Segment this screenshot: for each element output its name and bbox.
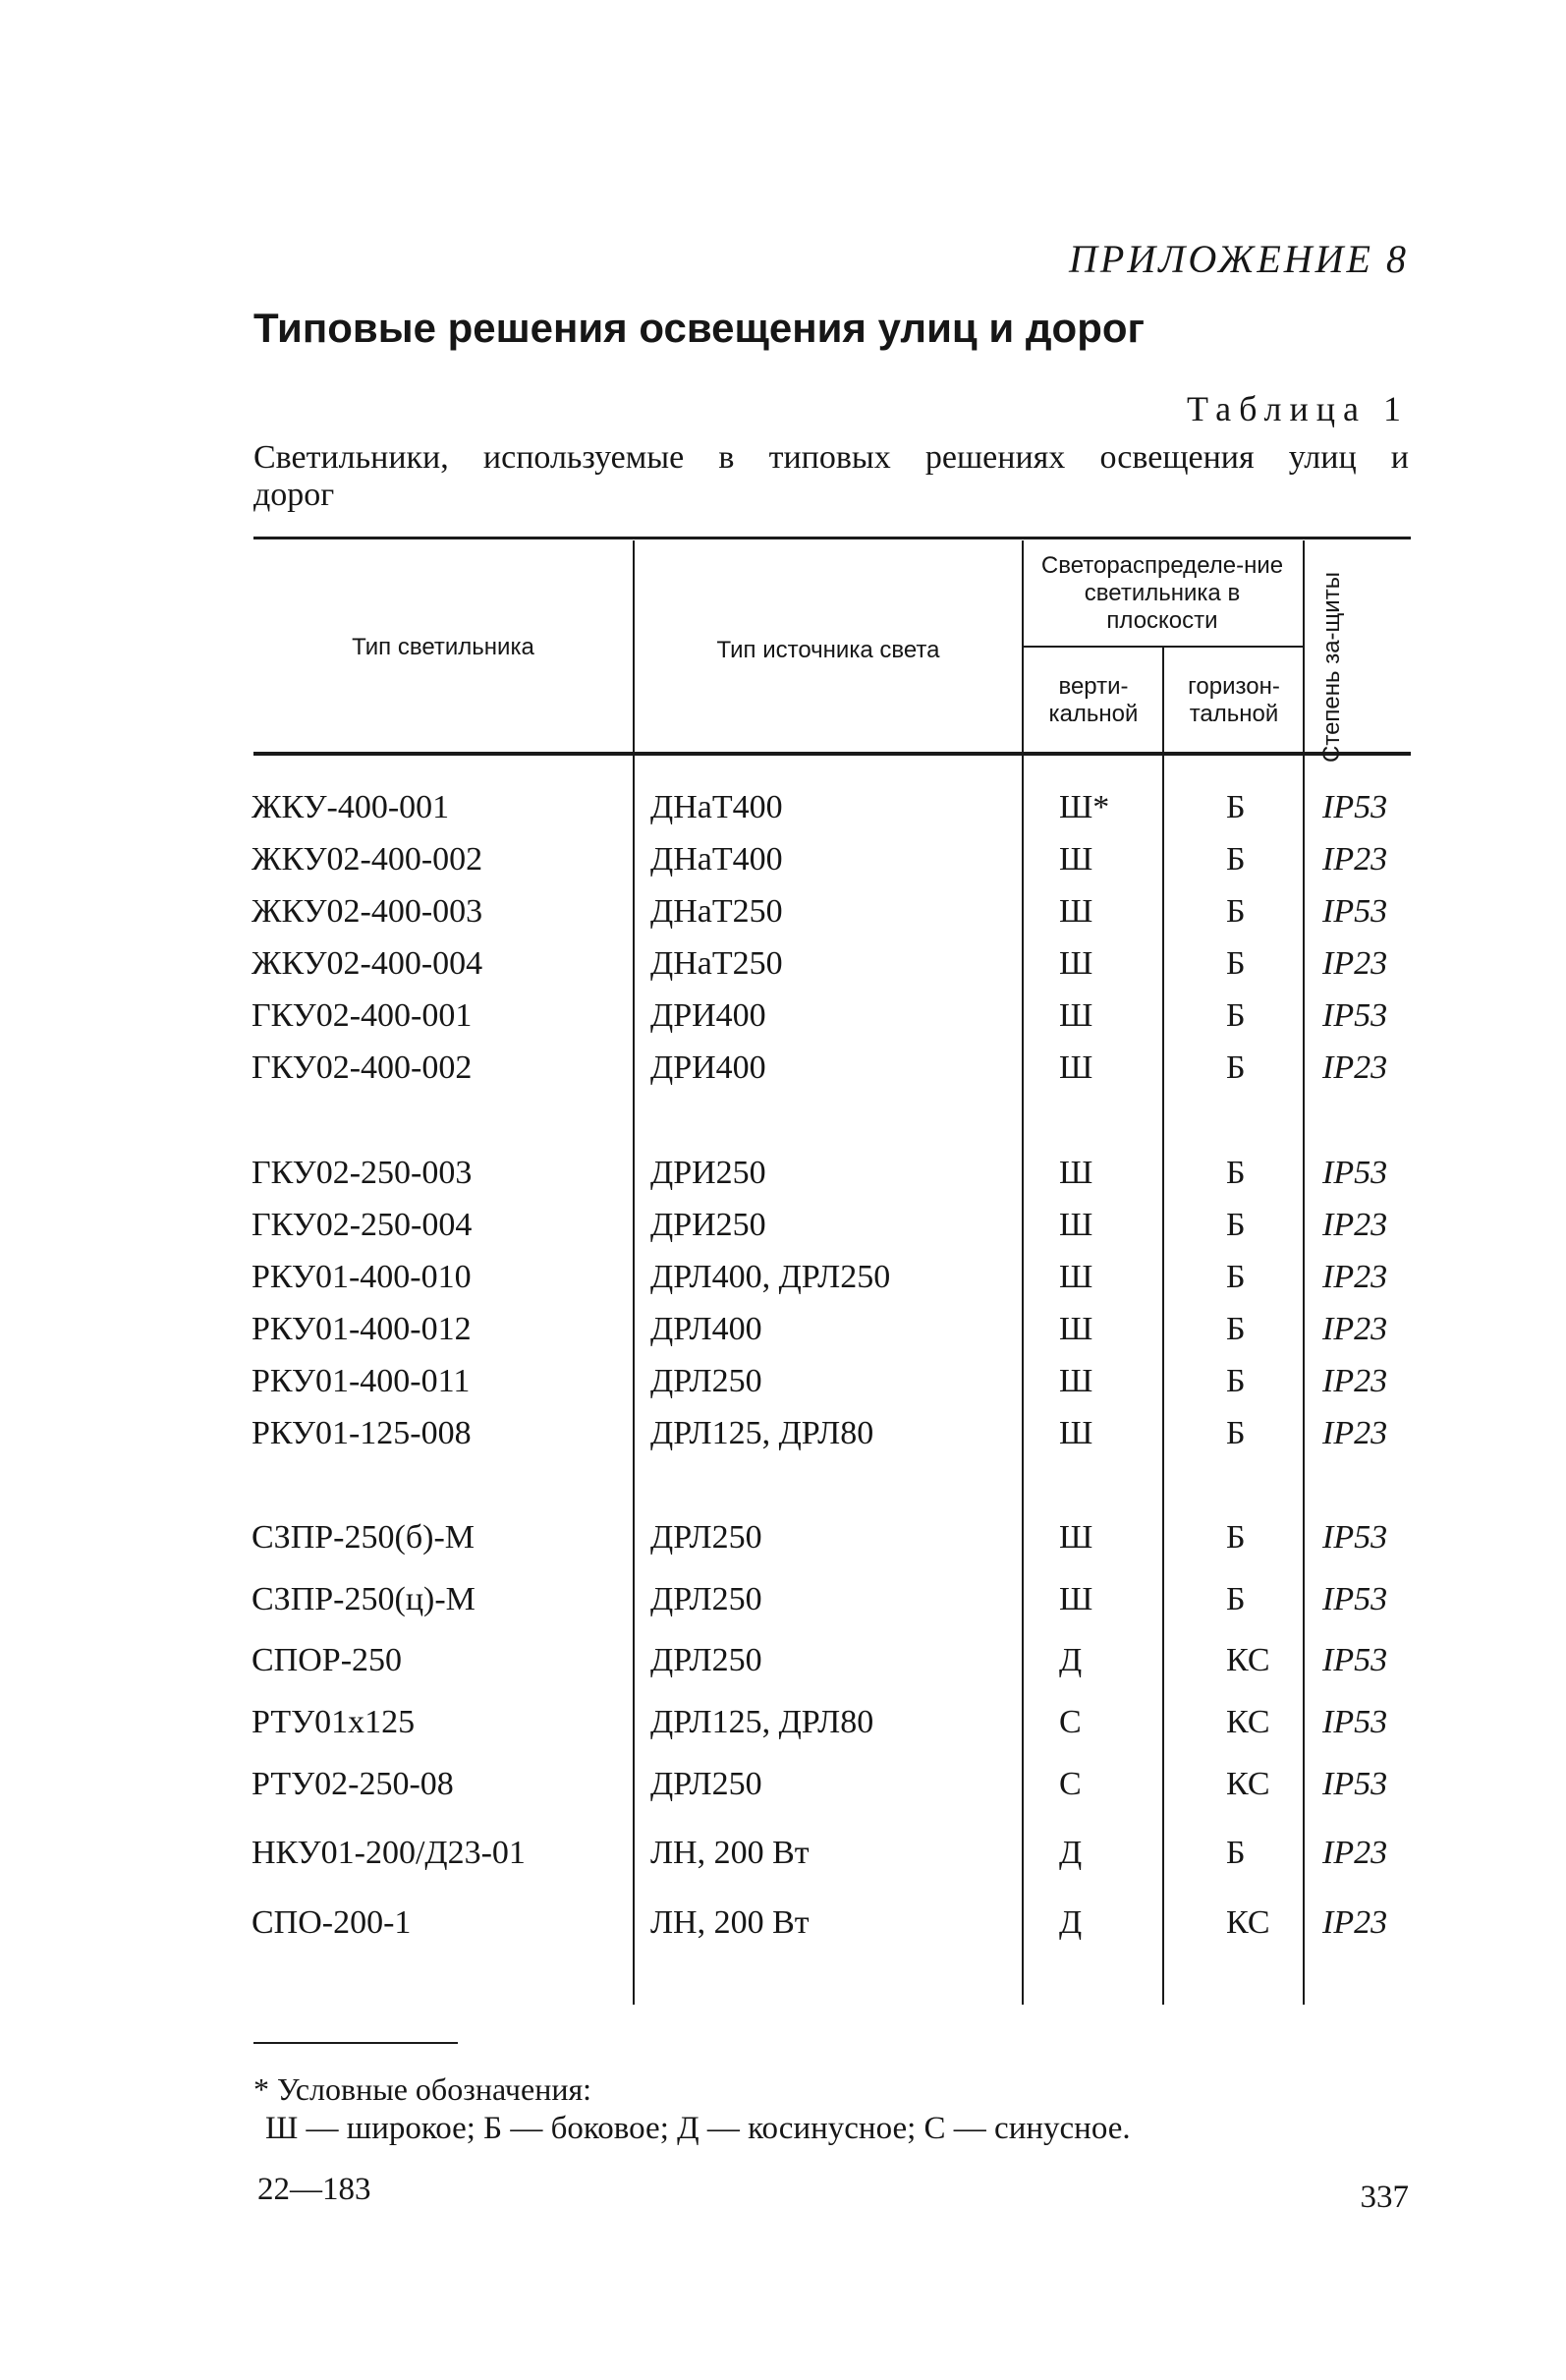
cell-source-type: ДРИ400 (650, 997, 766, 1034)
cell-horizontal-distribution: Б (1226, 1519, 1246, 1556)
cell-vertical-distribution: Д (1059, 1904, 1083, 1941)
cell-vertical-distribution: Д (1059, 1835, 1083, 1871)
table-top-rule (253, 537, 1411, 539)
cell-vertical-distribution: Ш (1059, 841, 1093, 878)
cell-vertical-distribution: Ш (1059, 1155, 1093, 1191)
footnote-rule (253, 2042, 458, 2044)
cell-protection-class: IP23 (1322, 1311, 1388, 1347)
cell-lamp-type: СЗПР-250(б)-М (252, 1519, 475, 1556)
cell-lamp-type: ГКУ02-250-003 (252, 1155, 473, 1191)
header-horizontal: горизон-тальной (1188, 673, 1280, 727)
cell-source-type: ДРЛ400, ДРЛ250 (650, 1259, 891, 1295)
cell-lamp-type: НКУ01-200/Д23-01 (252, 1835, 526, 1871)
cell-lamp-type: ГКУ02-400-002 (252, 1049, 473, 1086)
cell-protection-class: IP23 (1322, 1904, 1388, 1941)
cell-lamp-type: ГКУ02-250-004 (252, 1207, 473, 1243)
cell-protection-class: IP53 (1322, 1581, 1388, 1617)
cell-source-type: ДНаТ400 (650, 841, 783, 878)
cell-horizontal-distribution: Б (1226, 893, 1246, 930)
cell-vertical-distribution: Ш (1059, 1311, 1093, 1347)
cell-lamp-type: ЖКУ02-400-002 (252, 841, 483, 878)
cell-lamp-type: СПОР-250 (252, 1642, 403, 1678)
cell-vertical-distribution: Ш* (1059, 789, 1110, 825)
cell-horizontal-distribution: Б (1226, 997, 1246, 1034)
column-divider-1 (633, 540, 635, 2005)
cell-protection-class: IP53 (1322, 1642, 1388, 1678)
print-signature: 22—183 (257, 2172, 371, 2207)
cell-source-type: ЛН, 200 Вт (650, 1904, 810, 1941)
cell-source-type: ДРЛ125, ДРЛ80 (650, 1415, 874, 1451)
header-vertical: верти-кальной (1048, 673, 1139, 727)
cell-lamp-type: ЖКУ02-400-004 (252, 945, 483, 982)
cell-protection-class: IP53 (1322, 1155, 1388, 1191)
header-source-type: Тип источника света (716, 637, 940, 663)
cell-horizontal-distribution: Б (1226, 1581, 1246, 1617)
cell-vertical-distribution: Ш (1059, 1259, 1093, 1295)
cell-horizontal-distribution: КС (1226, 1904, 1270, 1941)
cell-lamp-type: ГКУ02-400-001 (252, 997, 473, 1034)
cell-horizontal-distribution: Б (1226, 945, 1246, 982)
column-divider-3 (1162, 648, 1164, 2005)
cell-lamp-type: РКУ01-125-008 (252, 1415, 472, 1451)
cell-horizontal-distribution: Б (1226, 1155, 1246, 1191)
cell-horizontal-distribution: КС (1226, 1704, 1270, 1740)
cell-horizontal-distribution: Б (1226, 1363, 1246, 1399)
cell-lamp-type: СПО-200-1 (252, 1904, 412, 1941)
cell-source-type: ЛН, 200 Вт (650, 1835, 810, 1871)
column-divider-2 (1022, 540, 1024, 2005)
cell-vertical-distribution: Ш (1059, 893, 1093, 930)
cell-source-type: ДРЛ250 (650, 1519, 762, 1556)
cell-source-type: ДНаТ400 (650, 789, 783, 825)
cell-lamp-type: РТУ02-250-08 (252, 1766, 454, 1802)
cell-protection-class: IP23 (1322, 1049, 1388, 1086)
cell-protection-class: IP23 (1322, 1363, 1388, 1399)
cell-source-type: ДРИ250 (650, 1155, 766, 1191)
cell-horizontal-distribution: Б (1226, 841, 1246, 878)
cell-source-type: ДРЛ125, ДРЛ80 (650, 1704, 874, 1740)
cell-lamp-type: РКУ01-400-011 (252, 1363, 471, 1399)
cell-protection-class: IP53 (1322, 1766, 1388, 1802)
cell-horizontal-distribution: Б (1226, 1311, 1246, 1347)
page-number: 337 (1360, 2180, 1409, 2215)
cell-vertical-distribution: Ш (1059, 945, 1093, 982)
cell-vertical-distribution: С (1059, 1766, 1082, 1802)
cell-protection-class: IP23 (1322, 1259, 1388, 1295)
footnote-title: * Условные обозначения: (253, 2071, 592, 2107)
cell-protection-class: IP53 (1322, 997, 1388, 1034)
cell-lamp-type: РТУ01х125 (252, 1704, 416, 1740)
cell-horizontal-distribution: КС (1226, 1766, 1270, 1802)
cell-vertical-distribution: Ш (1059, 1363, 1093, 1399)
cell-protection-class: IP23 (1322, 1835, 1388, 1871)
cell-lamp-type: ЖКУ-400-001 (252, 789, 450, 825)
table-caption-continued: дорог (253, 477, 335, 513)
cell-protection-class: IP53 (1322, 1704, 1388, 1740)
cell-horizontal-distribution: Б (1226, 1259, 1246, 1295)
cell-protection-class: IP53 (1322, 789, 1388, 825)
cell-protection-class: IP53 (1322, 1519, 1388, 1556)
cell-source-type: ДРИ400 (650, 1049, 766, 1086)
cell-lamp-type: СЗПР-250(ц)-М (252, 1581, 475, 1617)
cell-vertical-distribution: Ш (1059, 1519, 1093, 1556)
cell-horizontal-distribution: Б (1226, 1049, 1246, 1086)
cell-source-type: ДНаТ250 (650, 893, 783, 930)
cell-lamp-type: РКУ01-400-012 (252, 1311, 472, 1347)
table-caption: Светильники, используемые в типовых решениях освещения улиц и (253, 439, 1409, 476)
cell-vertical-distribution: Ш (1059, 1207, 1093, 1243)
cell-horizontal-distribution: Б (1226, 1415, 1246, 1451)
cell-lamp-type: РКУ01-400-010 (252, 1259, 472, 1295)
header-lamp-type: Тип светильника (352, 634, 534, 660)
cell-protection-class: IP23 (1322, 1207, 1388, 1243)
cell-vertical-distribution: Д (1059, 1642, 1083, 1678)
column-divider-4 (1303, 540, 1305, 2005)
cell-vertical-distribution: Ш (1059, 1581, 1093, 1617)
footnote-legend: Ш — широкое; Б — боковое; Д — косинусное; С — синусное. (265, 2111, 1131, 2146)
cell-source-type: ДРИ250 (650, 1207, 766, 1243)
cell-source-type: ДРЛ250 (650, 1766, 762, 1802)
appendix-label: ПРИЛОЖЕНИЕ 8 (1069, 237, 1409, 281)
cell-vertical-distribution: Ш (1059, 997, 1093, 1034)
table-number: Таблица 1 (1187, 389, 1409, 428)
cell-protection-class: IP23 (1322, 841, 1388, 878)
table-header-rule (253, 752, 1411, 756)
cell-protection-class: IP53 (1322, 893, 1388, 930)
cell-source-type: ДРЛ250 (650, 1581, 762, 1617)
cell-vertical-distribution: Ш (1059, 1049, 1093, 1086)
cell-protection-class: IP23 (1322, 945, 1388, 982)
cell-source-type: ДРЛ250 (650, 1642, 762, 1678)
cell-vertical-distribution: С (1059, 1704, 1082, 1740)
cell-horizontal-distribution: Б (1226, 789, 1246, 825)
cell-horizontal-distribution: Б (1226, 1207, 1246, 1243)
cell-source-type: ДРЛ250 (650, 1363, 762, 1399)
cell-lamp-type: ЖКУ02-400-003 (252, 893, 483, 930)
cell-horizontal-distribution: Б (1226, 1835, 1246, 1871)
header-protection: Степень за-щиты (1318, 572, 1345, 763)
cell-protection-class: IP23 (1322, 1415, 1388, 1451)
page-title: Типовые решения освещения улиц и дорог (253, 305, 1145, 351)
cell-source-type: ДРЛ400 (650, 1311, 762, 1347)
cell-vertical-distribution: Ш (1059, 1415, 1093, 1451)
cell-horizontal-distribution: КС (1226, 1642, 1270, 1678)
cell-source-type: ДНаТ250 (650, 945, 783, 982)
header-distribution: Светораспределе-ние светильника в плоскости (1040, 552, 1284, 634)
